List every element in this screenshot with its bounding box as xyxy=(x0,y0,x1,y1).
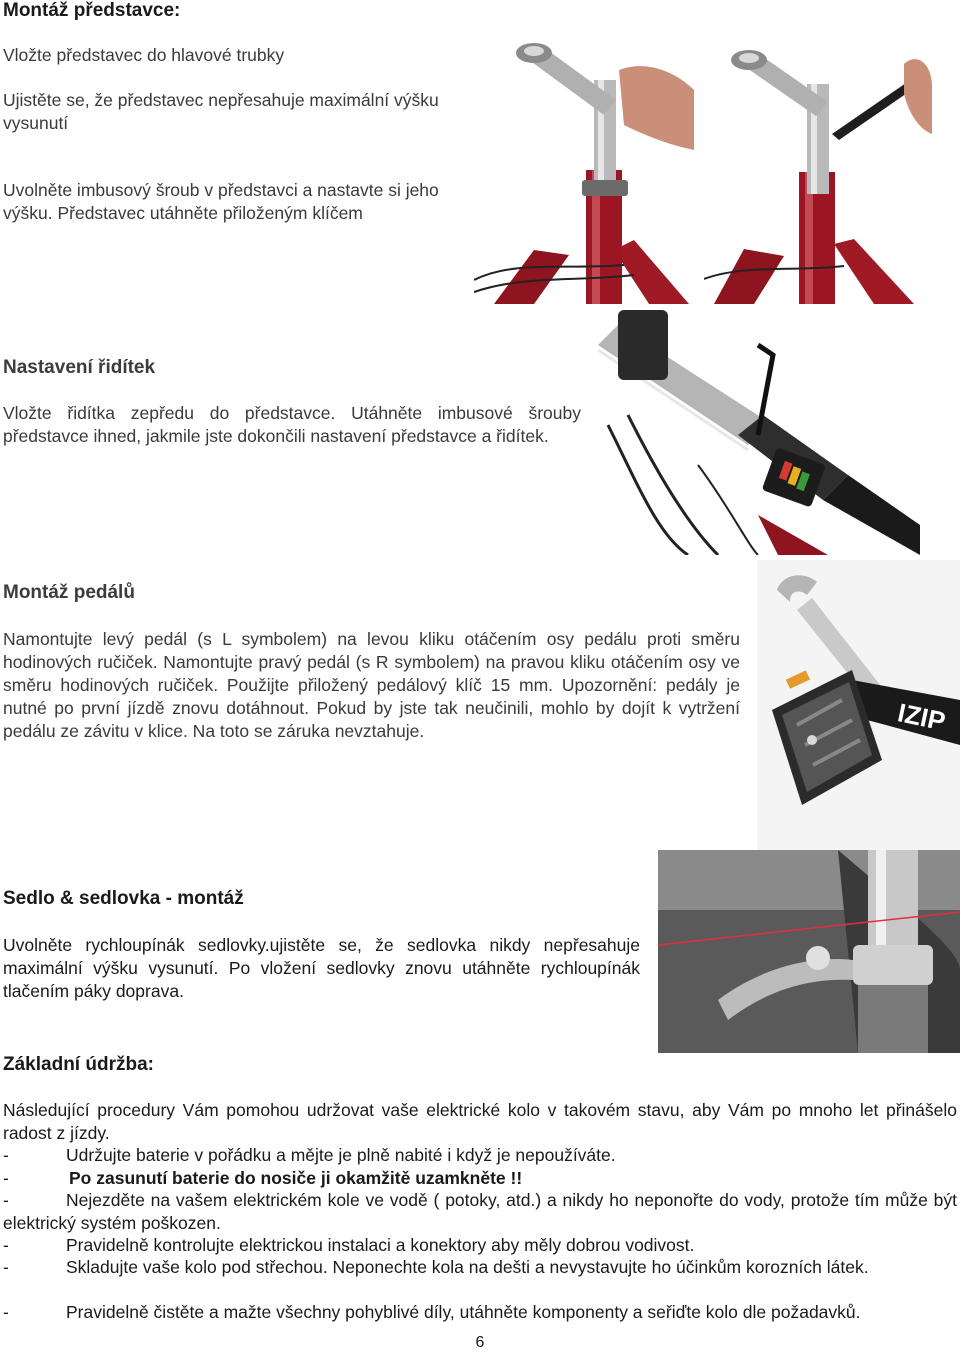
list-item-text: Udržujte baterie v pořádku a mějte je plně nabité i když je nepoužíváte. xyxy=(66,1145,616,1165)
stem-text-check: Ujistěte se, že představec nepřesahuje maximální výšku vysunutí xyxy=(3,90,439,133)
stem-tighten-photo xyxy=(704,44,932,304)
page-number: 6 xyxy=(475,1334,485,1351)
pedals-text: Namontujte levý pedál (s L symbolem) na levou kliku otáčením osy pedálu proti směru hodinových ručiček. Namontujte pravý pedál (s R symbolem) na pravou kliku otáčením osy ve směru hodinových ručiček. Použijte přiložený pedálový klíč 15 mm. Upozornění: pedály je nutné po první jízdě znovu dotáhnout. Pokud by jste tak neučinili, mohlo by dojít k vytržení pedálu ze závitu v klice. Na toto se záruka nevztahuje. xyxy=(3,629,740,741)
list-item-text: Pravidelně kontrolujte elektrickou instalaci a konektory aby měly dobrou vodivost. xyxy=(66,1235,695,1255)
handlebar-photo xyxy=(598,305,920,555)
list-item xyxy=(3,1144,957,1167)
maintenance-intro: Následující procedury Vám pomohou udržovat vaše elektrické kolo v takovém stavu, aby Vám po mnoho let přinášelo radost z jízdy. xyxy=(3,1100,957,1143)
list-dash: - xyxy=(3,1257,9,1277)
list-item-text: Nejezděte na vašem elektrickém kole ve vodě ( potoky, atd.) a nikdy ho neponořte do vody, protože tím může být elektrický systém poškozen. xyxy=(3,1190,957,1233)
svg-text:IZIP: IZIP xyxy=(895,697,949,737)
saddle-text: Uvolněte rychloupínák sedlovky.ujistěte se, že sedlovka nikdy nepřesahuje maximální výšku vysunutí. Po vložení sedlovky znovu utáhněte rychloupínák tlačením páky doprava. xyxy=(3,935,640,1001)
pedals-heading: Montáž pedálů xyxy=(3,582,135,603)
list-dash: - xyxy=(3,1190,9,1210)
list-item xyxy=(3,1167,957,1190)
stem-text-adjust: Uvolněte imbusový šroub v představci a nastavte si jeho výšku. Představec utáhněte přiloženým klíčem xyxy=(3,180,439,223)
stem-heading: Montáž představce: xyxy=(3,0,181,21)
list-dash: - xyxy=(3,1168,9,1188)
stem-insert-photo xyxy=(474,20,704,304)
handlebar-heading: Nastavení řidítek xyxy=(3,357,156,378)
list-dash: - xyxy=(3,1302,9,1322)
list-dash: - xyxy=(3,1145,9,1165)
list-item xyxy=(3,1256,957,1279)
handlebar-text: Vložte řidítka zepředu do představce. Utáhněte imbusové šrouby představce ihned, jakmile jste dokončili nastavení představce a řidítek. xyxy=(3,403,581,446)
pedal-photo xyxy=(757,560,960,850)
maintenance-heading: Základní údržba: xyxy=(3,1054,154,1075)
list-item xyxy=(3,1189,957,1235)
list-item xyxy=(3,1234,957,1257)
list-item-text: Skladujte vaše kolo pod střechou. Neponechte kola na dešti a nevystavujte ho účinkům korozních látek. xyxy=(66,1257,869,1277)
stem-text-insert: Vložte představec do hlavové trubky xyxy=(3,45,285,65)
list-item-text: Po zasunutí baterie do nosiče ji okamžitě uzamkněte !! xyxy=(69,1168,523,1188)
seatpost-photo xyxy=(658,850,960,1053)
saddle-heading: Sedlo & sedlovka - montáž xyxy=(3,888,244,909)
list-dash: - xyxy=(3,1235,9,1255)
list-item-text: Pravidelně čistěte a mažte všechny pohyblivé díly, utáhněte komponenty a seřiďte kolo dle požadavků. xyxy=(66,1302,861,1322)
list-item xyxy=(3,1301,960,1324)
